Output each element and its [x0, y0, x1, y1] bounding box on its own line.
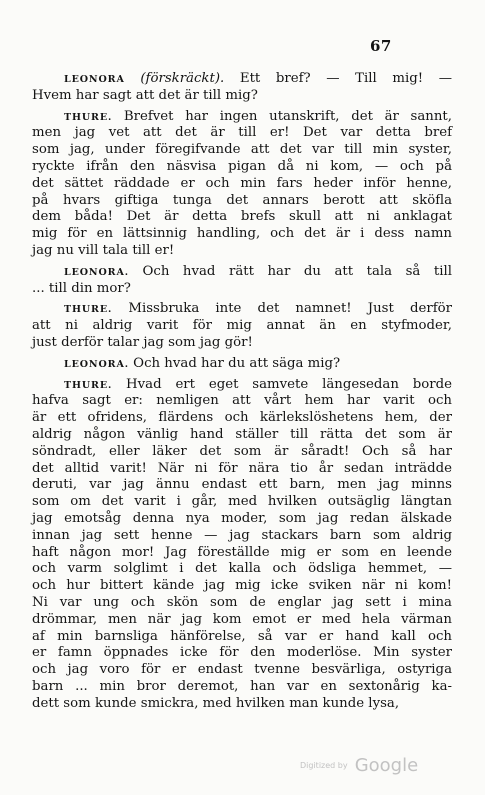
text-line: [32, 629, 452, 646]
text-line: [32, 511, 452, 528]
text-line: [32, 494, 452, 511]
text-line: [32, 545, 452, 562]
text-line: [32, 561, 452, 578]
line-text: som jag, under föregifvande att det var till min syster,: [32, 142, 452, 158]
text-line: [32, 410, 452, 427]
watermark-prefix: Digitized by: [300, 761, 348, 770]
text-line: [32, 393, 452, 410]
text-line: [32, 335, 452, 352]
speaker-name: THURE.: [64, 111, 113, 123]
text-line: [32, 88, 452, 105]
line-text: som om det varit i går, med hvilken outsäglig längtan: [32, 494, 452, 510]
line-text: Hvad ert eget samvete längesedan borde: [126, 376, 453, 392]
text-line: [32, 125, 452, 142]
line-text: ryckte ifrån den näsvisa pigan då ni kom, — och på: [32, 158, 452, 174]
line-text: söndradt, eller läker det som är såradt! Och så har: [32, 443, 452, 459]
text-line: [32, 193, 452, 210]
line-text: aldrig någon vänlig hand ställer till rätta det som är: [32, 426, 452, 442]
line-text: jag emotsåg denna nya moder, som jag redan älskade: [32, 510, 452, 526]
text-line: [32, 679, 452, 696]
text-line: [32, 444, 452, 461]
line-text: dett som kunde smickra, med hvilken man kunde lysa,: [32, 695, 400, 711]
speaker-name: LEONORA: [64, 74, 125, 85]
text-line: [32, 662, 452, 679]
line-text: är ett ofridens, flärdens och kärlekslöshetens hem, der: [32, 410, 452, 426]
text-line: [32, 264, 452, 281]
text-line: [32, 142, 452, 159]
text-line: [32, 281, 452, 298]
line-text: dem båda! Det är detta brefs skull att ni anklagat: [32, 209, 452, 225]
page-number: 67: [370, 37, 392, 55]
watermark-brand: Google: [354, 755, 419, 776]
speaker-name: THURE.: [64, 304, 113, 316]
line-text: ... till din mor?: [32, 280, 131, 296]
page-text: [32, 71, 452, 716]
text-line: [32, 612, 452, 629]
dialogue-paragraph: [32, 109, 452, 260]
line-text: just derför talar jag som jag gör!: [32, 334, 253, 350]
line-text: och hur bittert kände jag mig icke sviken när ni kom!: [32, 578, 452, 594]
line-text: hafva sagt er: nemligen att vårt hem har varit och: [32, 393, 452, 409]
line-text: Ni var ung och skön som de englar jag sett i mina: [32, 594, 452, 610]
text-line: [32, 377, 452, 394]
text-line: [32, 318, 452, 335]
line-text: innan jag sett henne — jag stackars barn som aldrig: [32, 527, 452, 543]
line-text: mig för en lättsinnig handling, och det är i dess namn: [32, 226, 452, 242]
stage-direction: (förskräckt).: [140, 71, 225, 86]
dialogue-paragraph: [32, 264, 452, 298]
text-line: [32, 645, 452, 662]
line-text: jag nu vill tala till er!: [32, 242, 175, 258]
digitized-watermark: [300, 755, 418, 776]
text-line: [32, 226, 452, 243]
text-line: [32, 159, 452, 176]
line-text: Och hvad rätt har du att tala så till: [142, 263, 452, 279]
line-text: och jag voro för er endast tvenne besvärliga, ostyriga: [32, 662, 452, 678]
line-text: Missbruka inte det namnet! Just derför: [128, 301, 452, 317]
text-line: [32, 71, 452, 88]
line-text: att ni aldrig varit för mig annat än en styfmoder,: [32, 318, 452, 334]
text-line: [32, 578, 452, 595]
line-text: men jag vet att det är till er! Det var detta bref: [32, 125, 452, 141]
line-text: barn ... min bror deremot, han var en sextonårig ka-: [32, 678, 452, 694]
dialogue-paragraph: [32, 71, 452, 105]
dialogue-paragraph: [32, 356, 452, 373]
text-line: [32, 209, 452, 226]
text-line: [32, 109, 452, 126]
text-line: [32, 528, 452, 545]
line-text: det sättet räddade er och min fars heder inför henne,: [32, 175, 452, 191]
line-text: Hvem har sagt att det är till mig?: [32, 87, 258, 103]
line-text: drömmar, men när jag kom emot er med hela värman: [32, 611, 452, 627]
line-text: Brefvet har ingen utanskrift, det är sannt,: [123, 108, 453, 124]
text-line: [32, 301, 452, 318]
line-text: Ett bref? — Till mig! —: [239, 71, 452, 86]
line-text: er famn öppnades icke för den moderlöse. Min syster: [32, 645, 452, 661]
dialogue-paragraph: [32, 301, 452, 351]
line-text: deruti, var jag ännu endast ett barn, men jag minns: [32, 477, 452, 493]
line-text: på hvars giftiga tunga det annars berott att sköfla: [32, 192, 452, 208]
speaker-name: LEONORA.: [64, 266, 129, 278]
text-line: [32, 461, 452, 478]
speaker-name: THURE.: [64, 379, 113, 391]
text-line: [32, 427, 452, 444]
text-line: [32, 176, 452, 193]
text-line: [32, 595, 452, 612]
line-text: haft någon mor! Jag föreställde mig er som en leende: [32, 544, 452, 560]
dialogue-paragraph: [32, 377, 452, 713]
line-text: och varm solglimt i det kalla och ödsliga hemmet, —: [32, 561, 452, 577]
text-line: [32, 356, 452, 373]
line-text: Och hvad har du att säga mig?: [133, 355, 341, 371]
text-line: [32, 477, 452, 494]
speaker-name: LEONORA.: [64, 358, 129, 370]
line-text: det alltid varit! När ni för nära tio år sedan inträdde: [32, 460, 452, 476]
text-line: [32, 696, 452, 713]
line-text: af min barnsliga hänförelse, så var er hand kall och: [32, 628, 452, 644]
text-line: [32, 243, 452, 260]
